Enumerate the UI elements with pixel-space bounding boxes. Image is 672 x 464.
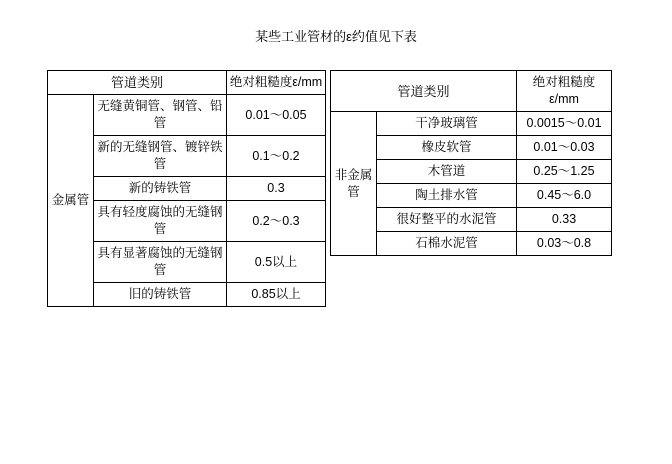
table-row xyxy=(331,112,612,136)
tables-container xyxy=(47,70,612,307)
row-group-label-non-metal: 非金属管 xyxy=(331,112,377,256)
cell-pipe-name: 具有显著腐蚀的无缝钢管 xyxy=(94,242,227,283)
page-title: 某些工业管材的ε约值见下表 xyxy=(255,29,417,44)
cell-pipe-name: 新的铸铁管 xyxy=(94,177,227,201)
cell-roughness-value: 0.3 xyxy=(227,177,326,201)
cell-roughness-value: 0.5以上 xyxy=(227,242,326,283)
cell-pipe-name: 具有轻度腐蚀的无缝钢管 xyxy=(94,201,227,242)
cell-pipe-name: 很好整平的水泥管 xyxy=(377,208,517,232)
cell-pipe-name: 橡皮软管 xyxy=(377,136,517,160)
column-header-pipe-category: 管道类别 xyxy=(48,71,227,95)
metal-pipes-table xyxy=(47,70,326,307)
row-group-label-metal: 金属管 xyxy=(48,95,94,307)
cell-pipe-name: 干净玻璃管 xyxy=(377,112,517,136)
table-row xyxy=(48,95,326,136)
cell-pipe-name: 无缝黄铜管、钢管、铅管 xyxy=(94,95,227,136)
cell-roughness-value: 0.45～6.0 xyxy=(517,184,612,208)
cell-roughness-value: 0.01～0.05 xyxy=(227,95,326,136)
table-header-row xyxy=(48,71,326,95)
column-header-pipe-category: 管道类别 xyxy=(331,71,517,112)
column-header-roughness: 绝对粗糙度ε/mm xyxy=(517,71,612,112)
cell-pipe-name: 木管道 xyxy=(377,160,517,184)
column-header-roughness: 绝对粗糙度ε/mm xyxy=(227,71,326,95)
cell-roughness-value: 0.25～1.25 xyxy=(517,160,612,184)
cell-roughness-value: 0.1～0.2 xyxy=(227,136,326,177)
table-header-row xyxy=(331,71,612,112)
cell-roughness-value: 0.33 xyxy=(517,208,612,232)
cell-roughness-value: 0.2～0.3 xyxy=(227,201,326,242)
cell-pipe-name: 陶土排水管 xyxy=(377,184,517,208)
cell-roughness-value: 0.0015～0.01 xyxy=(517,112,612,136)
cell-pipe-name: 旧的铸铁管 xyxy=(94,283,227,307)
cell-roughness-value: 0.03～0.8 xyxy=(517,232,612,256)
non-metal-pipes-table xyxy=(330,70,612,256)
cell-roughness-value: 0.85以上 xyxy=(227,283,326,307)
cell-pipe-name: 新的无缝钢管、镀锌铁管 xyxy=(94,136,227,177)
cell-pipe-name: 石棉水泥管 xyxy=(377,232,517,256)
cell-roughness-value: 0.01～0.03 xyxy=(517,136,612,160)
